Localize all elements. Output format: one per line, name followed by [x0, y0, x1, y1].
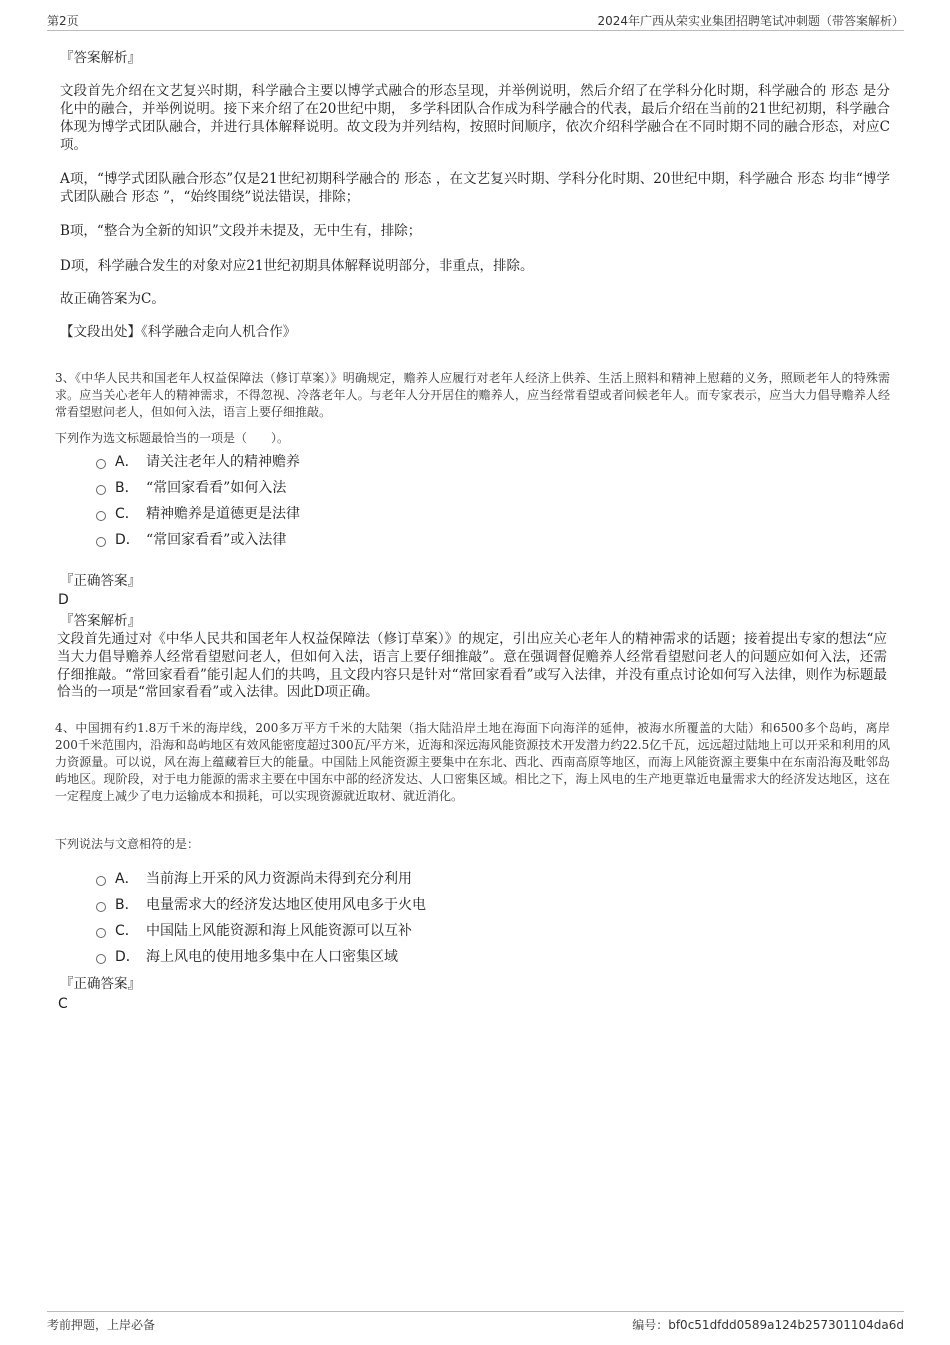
q3-answer-label: 『正确答案』 — [60, 573, 141, 589]
q4-answer-label: 『正确答案』 — [60, 976, 141, 992]
q3-stem: 3、《中华人民共和国老年人权益保障法（修订草案）》明确规定，赡养人应履行对老年人经济上供养、生活上照料和精神上慰藉的义务，照顾老年人的特殊需求。应当关心老年人的精神需求，不得忽视、冷落老年人。与老年人分开居住的赡养人，应当经常看望或者问候老年人。而专家表示，应当大力倡导赡养人经常看望慰问老人，但如何入法，语言上要仔细推敲。 — [55, 371, 890, 419]
q3-option-b[interactable] — [96, 477, 286, 499]
document-title: 2024年广西从荣实业集团招聘笔试冲刺题（带答案解析） — [597, 14, 904, 28]
option-letter: D． — [115, 532, 140, 548]
option-letter: C． — [115, 506, 139, 522]
radio-icon[interactable] — [96, 459, 106, 469]
q2-option-b-note: B项，“整合为全新的知识”文段并未提及，无中生有，排除； — [60, 223, 422, 239]
page-number: 第2页 — [47, 14, 79, 28]
q2-source: 【文段出处】《科学融合走向人机合作》 — [60, 324, 297, 340]
q4-option-c[interactable] — [96, 920, 412, 942]
q4-option-a[interactable] — [96, 868, 412, 890]
option-letter: B． — [115, 480, 139, 496]
option-text: 中国陆上风能资源和海上风能资源可以互补 — [146, 923, 412, 939]
radio-icon[interactable] — [96, 511, 106, 521]
footer-slogan: 考前押题，上岸必备 — [47, 1318, 156, 1332]
option-text: “常回家看看”或入法律 — [146, 532, 287, 548]
page-footer — [47, 1311, 904, 1334]
q3-question: 下列作为选文标题最恰当的一项是（ ）。 — [55, 431, 290, 445]
radio-icon[interactable] — [96, 928, 106, 938]
option-letter: A． — [115, 454, 139, 470]
document-id: 编号：bf0c51dfdd0589a124b257301104da6d — [632, 1318, 904, 1332]
option-text: 请关注老年人的精神赡养 — [146, 454, 300, 470]
option-letter: D． — [115, 949, 140, 965]
q4-question: 下列说法与文意相符的是： — [55, 837, 200, 851]
option-text: “常回家看看”如何入法 — [146, 480, 287, 496]
option-letter: A． — [115, 871, 139, 887]
q2-option-a-note: A项，“博学式团队融合形态”仅是21世纪初期科学融合的 形态 ，在文艺复兴时期、学科分化时期、20世纪中期，科学融合 形态 均非“博学式团队融合 形态 ”，“始终围绕”说法错误，排除； — [60, 171, 890, 205]
page-header — [47, 10, 904, 31]
q3-answer: D — [58, 592, 69, 608]
q3-option-d[interactable] — [96, 529, 286, 551]
q2-analysis-text: 文段首先介绍在文艺复兴时期，科学融合主要以博学式融合的形态呈现，并举例说明，然后介绍了在学科分化时期，科学融合的 形态 是分化中的融合，并举例说明。接下来介绍了在20世纪中期， 多学科团队合作成为科学融合的代表，最后介绍在当前的21世纪初期，科学融合体现为博学式团队融合，并进行具体解释说明。故文段为并列结构，按照时间顺序，依次介绍科学融合在不同时期不同的融合形态，对应C项。 — [60, 83, 890, 153]
q4-option-b[interactable] — [96, 894, 426, 916]
q4-stem: 4、中国拥有约1.8万千米的海岸线，200多万平方千米的大陆架（指大陆沿岸土地在海面下向海洋的延伸，被海水所覆盖的大陆）和6500多个岛屿，离岸200千米范围内，沿海和岛屿地区有效风能密度超过300瓦/平方米，近海和深远海风能资源技术开发潜力约22.5亿千瓦，远远超过陆地上可以开采和利用的风力资源量。可以说，风在海上蕴藏着巨大的能量。中国陆上风能资源主要集中在东北、西北、西南高原等地区，而海上风能资源主要集中在东南沿海及毗邻岛屿地区。现阶段，对于电力能源的需求主要在中国东中部的经济发达、人口密集区域。相比之下，海上风电的生产地更靠近电量需求大的经济发达地区，这在一定程度上减少了电力运输成本和损耗，可以实现资源就近取材、就近消化。 — [55, 721, 890, 803]
option-text: 当前海上开采的风力资源尚未得到充分利用 — [146, 871, 412, 887]
radio-icon[interactable] — [96, 537, 106, 547]
radio-icon[interactable] — [96, 902, 106, 912]
q3-analysis: 文段首先通过对《中华人民共和国老年人权益保障法（修订草案）》的规定，引出应关心老年人的精神需求的话题；接着提出专家的想法“应当大力倡导赡养人经常看望慰问老人，但如何入法，语言上要仔细推敲”。意在强调督促赡养人经常看望慰问老人的问题应如何入法，还需仔细推敲。“常回家看看”能引起人们的共鸣，且文段内容只是针对“常回家看看”或写入法律，并没有重点讨论如何写入法律，则作为标题最恰当的一项是“常回家看看”或入法律。因此D项正确。 — [57, 631, 887, 701]
radio-icon[interactable] — [96, 954, 106, 964]
q2-analysis-label: 『答案解析』 — [60, 50, 141, 66]
option-text: 电量需求大的经济发达地区使用风电多于火电 — [146, 897, 426, 913]
q3-analysis-label: 『答案解析』 — [60, 613, 141, 629]
option-text: 精神赡养是道德更是法律 — [146, 506, 300, 522]
q2-option-d-note: D项，科学融合发生的对象对应21世纪初期具体解释说明部分，非重点，排除。 — [60, 258, 534, 274]
option-letter: B． — [115, 897, 139, 913]
q2-conclusion: 故正确答案为C。 — [60, 291, 165, 307]
q4-option-d[interactable] — [96, 946, 398, 968]
option-text: 海上风电的使用地多集中在人口密集区域 — [146, 949, 398, 965]
radio-icon[interactable] — [96, 876, 106, 886]
q3-option-c[interactable] — [96, 503, 300, 525]
q3-option-a[interactable] — [96, 451, 300, 473]
option-letter: C． — [115, 923, 139, 939]
radio-icon[interactable] — [96, 485, 106, 495]
q4-answer: C — [58, 996, 68, 1012]
